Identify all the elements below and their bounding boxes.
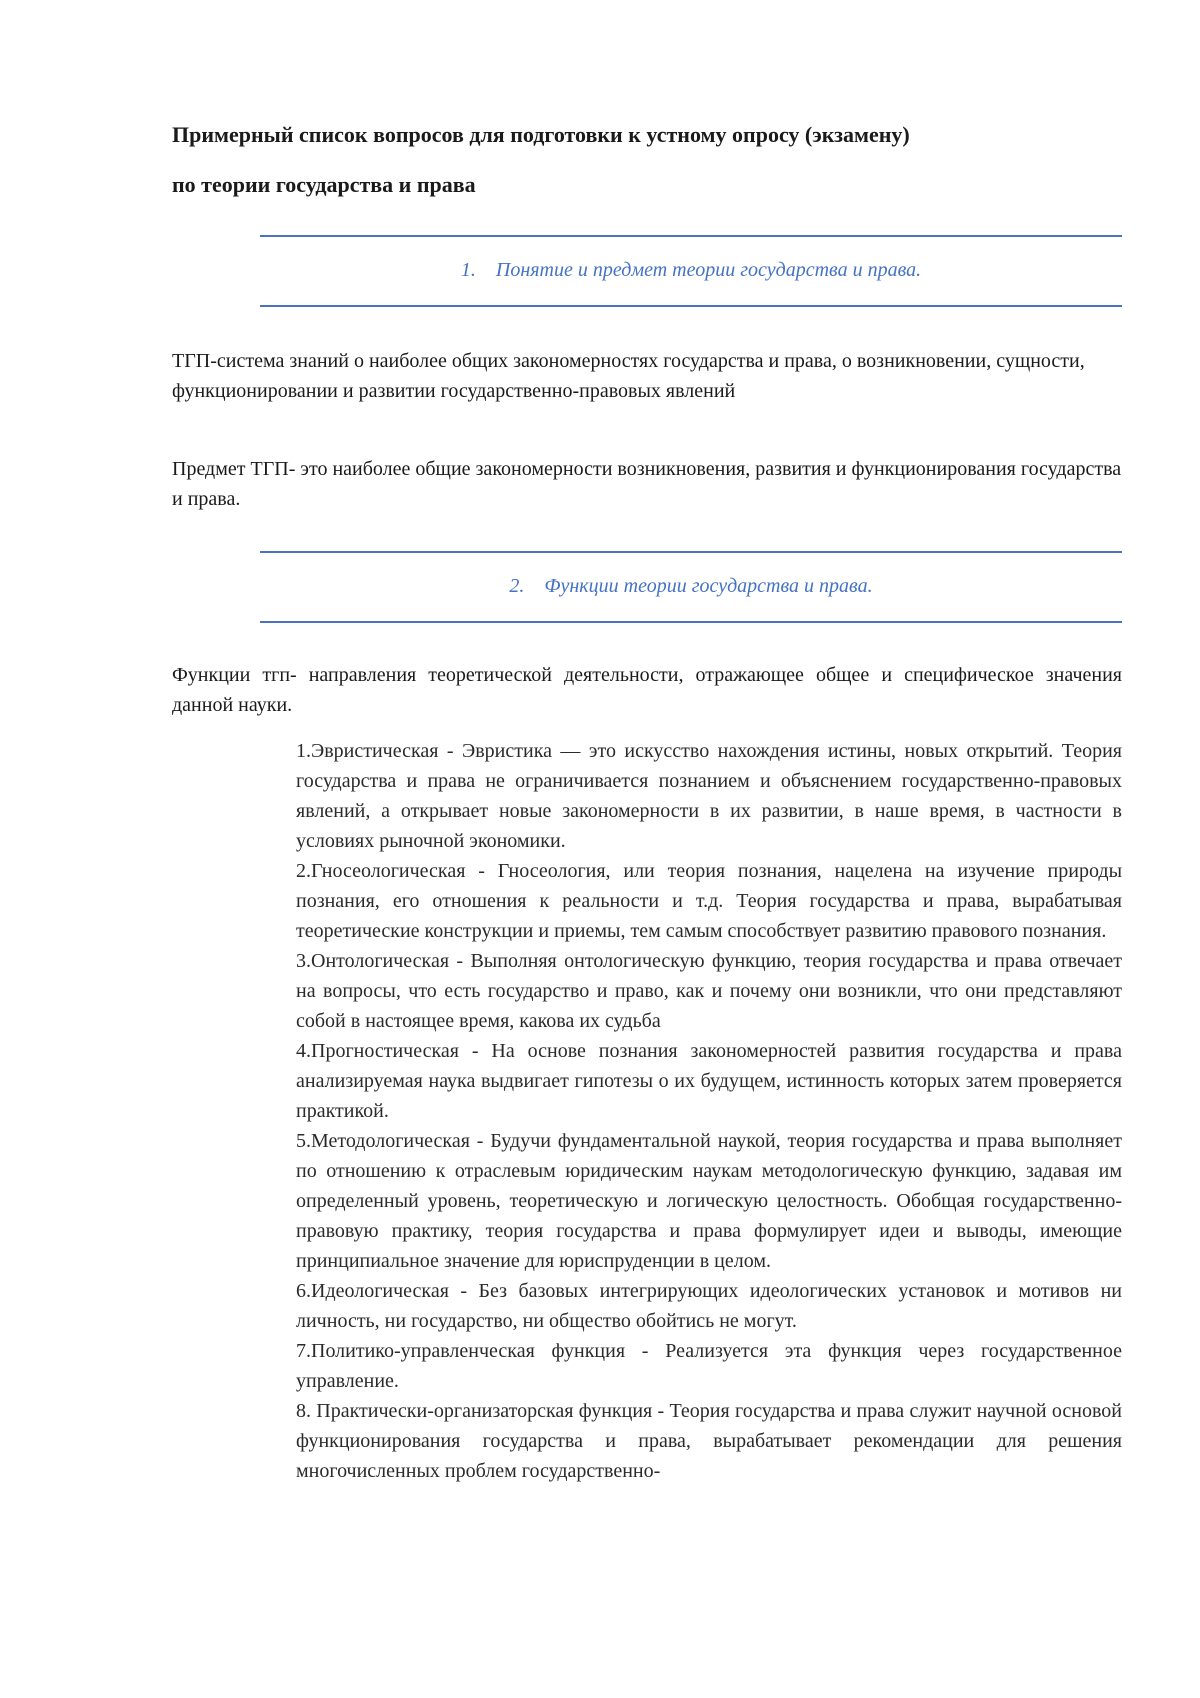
paragraph-functions-intro: Функции тгп- направления теоретической деятельности, отражающее общее и специфическое значения данной науки.	[172, 664, 1122, 716]
functions-list	[296, 736, 1122, 1486]
function-item: 8. Практически-организаторская функция - Теория государства и права служит научной основой функционирования государства и права, вырабатывает рекомендации для решения многочисленных проблем государственно-	[296, 1400, 1122, 1482]
paragraph-tgp-definition: ТГП-система знаний о наиболее общих закономерностях государства и права, о возникновении, сущности, функционировании и развитии государственно-правовых явлений	[172, 350, 1085, 402]
function-item: 2.Гносеологическая - Гносеология, или теория познания, нацелена на изучение природы познания, его отношения к реальности и т.д. Теория государства и права, вырабатывая теоретические конструкции и приемы, тем самым способствует развитию правового познания.	[296, 860, 1122, 942]
document-title-line-2: по теории государства и права	[172, 172, 476, 197]
function-item: 4.Прогностическая - На основе познания закономерностей развития государства и права анализируемая наука выдвигает гипотезы о их будущем, истинность которых затем проверяется практикой.	[296, 1040, 1122, 1122]
section-heading-1	[260, 235, 1122, 307]
function-item: 5.Методологическая - Будучи фундаментальной наукой, теория государства и права выполняет по отношению к отраслевым юридическим наукам методологическую функцию, задавая им определенный уровень, теоретическую и логическую целостность. Обобщая государственно-правовую практику, теория государства и права формулирует идеи и выводы, имеющие принципиальное значение для юриспруденции в целом.	[296, 1130, 1122, 1272]
function-item: 3.Онтологическая - Выполняя онтологическую функцию, теория государства и права отвечает на вопросы, что есть государство и право, как и почему они возникли, что они представляют собой в настоящее время, какова их судьба	[296, 950, 1122, 1032]
function-item: 1.Эвристическая - Эвристика — это искусство нахождения истины, новых открытий. Теория государства и права не ограничивается познанием и объяснением государственно-правовых явлений, а открывает новые закономерности в их развитии, в наше время, в частности в условиях рыночной экономики.	[296, 740, 1122, 852]
section-heading-2	[260, 551, 1122, 623]
paragraph-tgp-subject: Предмет ТГП- это наиболее общие закономерности возникновения, развития и функционирования государства и права.	[172, 458, 1122, 510]
document-title-line-1: Примерный список вопросов для подготовки к устному опросу (экзамену)	[172, 122, 910, 147]
section-heading-1-text: Понятие и предмет теории государства и права.	[495, 259, 922, 281]
section-heading-2-number: 2.	[509, 575, 525, 597]
section-heading-2-text: Функции теории государства и права.	[544, 575, 873, 597]
function-item: 6.Идеологическая - Без базовых интегрирующих идеологических установок и мотивов ни личность, ни государство, ни общество обойтись не могут.	[296, 1280, 1122, 1332]
section-heading-1-number: 1.	[460, 259, 476, 281]
function-item: 7.Политико-управленческая функция - Реализуется эта функция через государственное управление.	[296, 1340, 1122, 1392]
